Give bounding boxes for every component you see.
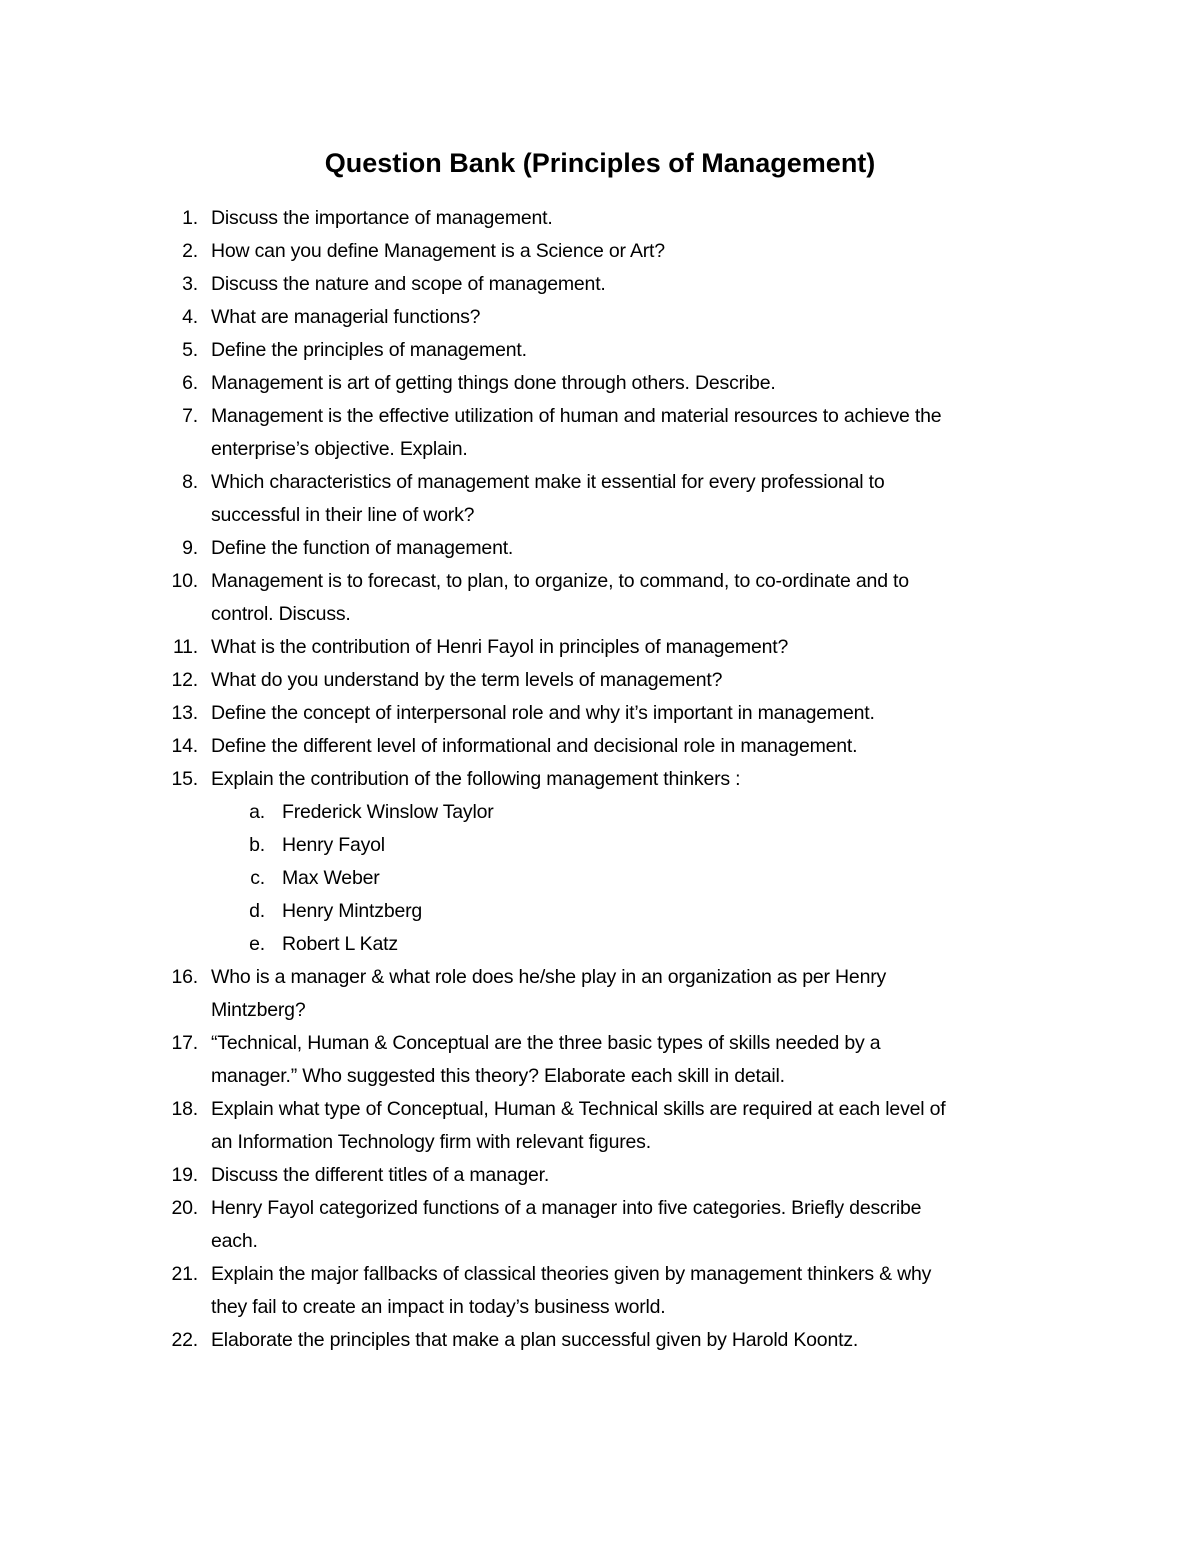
question-text-line: Discuss the different titles of a manager. — [211, 1164, 550, 1186]
question-number: 6. — [182, 372, 198, 394]
question-item — [0, 631, 1200, 664]
sub-item-text: Robert L Katz — [282, 933, 398, 955]
question-text-line: Who is a manager & what role does he/she play in an organization as per Henry — [211, 966, 887, 988]
question-item — [0, 763, 1200, 796]
question-item — [0, 202, 1200, 235]
question-number: 10. — [171, 570, 198, 592]
question-item — [0, 400, 1200, 466]
question-text — [211, 235, 1100, 268]
question-text — [211, 1027, 1100, 1093]
question-text — [211, 1192, 1100, 1258]
question-text-line: “Technical, Human & Conceptual are the three basic types of skills needed by a — [211, 1032, 881, 1054]
question-number: 12. — [171, 669, 198, 691]
question-text-line: Define the concept of interpersonal role and why it’s important in management. — [211, 702, 875, 724]
sub-item-letter: b. — [249, 834, 265, 856]
question-text — [211, 961, 1100, 1027]
question-number: 8. — [182, 471, 198, 493]
question-text-line: Management is to forecast, to plan, to organize, to command, to co-ordinate and to — [211, 570, 909, 592]
question-number: 9. — [182, 537, 198, 559]
question-text — [211, 730, 1100, 763]
question-text — [211, 1258, 1100, 1324]
question-text-line: an Information Technology firm with relevant figures. — [211, 1131, 651, 1153]
question-text-line: Explain what type of Conceptual, Human & Technical skills are required at each level of — [211, 1098, 946, 1120]
sub-item-letter: d. — [249, 900, 265, 922]
question-text-line: Elaborate the principles that make a plan successful given by Harold Koontz. — [211, 1329, 859, 1351]
question-item — [0, 565, 1200, 631]
thinker-sub-list — [0, 796, 1200, 961]
question-number: 18. — [171, 1098, 198, 1120]
question-text-line: Define the principles of management. — [211, 339, 527, 361]
question-text-line: each. — [211, 1230, 258, 1252]
question-text-line: Define the function of management. — [211, 537, 514, 559]
question-item — [0, 301, 1200, 334]
question-item — [0, 961, 1200, 1027]
question-text-line: Explain the contribution of the following management thinkers : — [211, 768, 741, 790]
thinker-sub-item — [0, 829, 1200, 862]
question-text — [211, 334, 1100, 367]
question-item — [0, 1027, 1200, 1093]
question-list — [0, 202, 1200, 1357]
question-text-line: Which characteristics of management make it essential for every professional to — [211, 471, 885, 493]
question-text — [211, 367, 1100, 400]
question-item — [0, 268, 1200, 301]
question-item — [0, 334, 1200, 367]
question-text-line: they fail to create an impact in today’s business world. — [211, 1296, 666, 1318]
question-text-line: What do you understand by the term levels of management? — [211, 669, 723, 691]
question-text — [211, 301, 1100, 334]
question-text-line: What is the contribution of Henri Fayol in principles of management? — [211, 636, 789, 658]
question-text — [211, 1159, 1100, 1192]
question-text-line: Mintzberg? — [211, 999, 306, 1021]
question-number: 19. — [171, 1164, 198, 1186]
question-text-line: enterprise’s objective. Explain. — [211, 438, 468, 460]
question-number: 22. — [171, 1329, 198, 1351]
sub-item-text: Frederick Winslow Taylor — [282, 801, 494, 823]
question-number: 20. — [171, 1197, 198, 1219]
question-text-line: Explain the major fallbacks of classical theories given by management thinkers & why — [211, 1263, 932, 1285]
question-item — [0, 1093, 1200, 1159]
sub-item-text: Max Weber — [282, 867, 380, 889]
question-item — [0, 664, 1200, 697]
sub-item-text: Henry Fayol — [282, 834, 385, 856]
question-text — [211, 1324, 1100, 1357]
question-item — [0, 367, 1200, 400]
question-number: 21. — [171, 1263, 198, 1285]
question-item — [0, 1159, 1200, 1192]
question-number: 13. — [171, 702, 198, 724]
question-text-line: Discuss the importance of management. — [211, 207, 553, 229]
question-text-line: Management is the effective utilization of human and material resources to achieve the — [211, 405, 942, 427]
question-number: 5. — [182, 339, 198, 361]
question-item — [0, 235, 1200, 268]
question-text — [211, 631, 1100, 664]
question-number: 15. — [171, 768, 198, 790]
sub-list-container — [0, 796, 1200, 961]
question-item — [0, 697, 1200, 730]
question-text-line: manager.” Who suggested this theory? Elaborate each skill in detail. — [211, 1065, 785, 1087]
sub-item-letter: c. — [250, 867, 265, 889]
question-number: 14. — [171, 735, 198, 757]
question-text — [211, 532, 1100, 565]
question-item — [0, 1258, 1200, 1324]
question-text — [211, 268, 1100, 301]
question-text-line: Management is art of getting things done through others. Describe. — [211, 372, 776, 394]
thinker-sub-item — [0, 862, 1200, 895]
question-number: 11. — [172, 636, 198, 658]
question-text-line: What are managerial functions? — [211, 306, 481, 328]
question-item — [0, 730, 1200, 763]
thinker-sub-item — [0, 895, 1200, 928]
question-text-line: Henry Fayol categorized functions of a manager into five categories. Briefly describe — [211, 1197, 922, 1219]
question-number: 17. — [171, 1032, 198, 1054]
question-number: 2. — [182, 240, 198, 262]
question-text — [211, 565, 1100, 631]
question-item — [0, 532, 1200, 565]
question-item — [0, 1192, 1200, 1258]
thinker-sub-item — [0, 928, 1200, 961]
question-item — [0, 466, 1200, 532]
question-text — [211, 664, 1100, 697]
question-number: 16. — [171, 966, 198, 988]
question-text-line: How can you define Management is a Science or Art? — [211, 240, 665, 262]
question-number: 4. — [182, 306, 198, 328]
question-number: 1. — [182, 207, 198, 229]
question-text-line: control. Discuss. — [211, 603, 351, 625]
question-number: 7. — [182, 405, 198, 427]
question-text — [211, 400, 1100, 466]
question-text-line: successful in their line of work? — [211, 504, 475, 526]
page-title: Question Bank (Principles of Management) — [324, 148, 876, 178]
question-text — [211, 1093, 1100, 1159]
question-text — [211, 697, 1100, 730]
question-number: 3. — [182, 273, 198, 295]
question-item — [0, 1324, 1200, 1357]
question-text-line: Define the different level of informational and decisional role in management. — [211, 735, 858, 757]
question-text-line: Discuss the nature and scope of management. — [211, 273, 606, 295]
question-text — [211, 763, 1100, 796]
sub-item-letter: a. — [249, 801, 265, 823]
question-text — [211, 466, 1100, 532]
sub-item-letter: e. — [249, 933, 265, 955]
question-text — [211, 202, 1100, 235]
thinker-sub-item — [0, 796, 1200, 829]
sub-item-text: Henry Mintzberg — [282, 900, 423, 922]
